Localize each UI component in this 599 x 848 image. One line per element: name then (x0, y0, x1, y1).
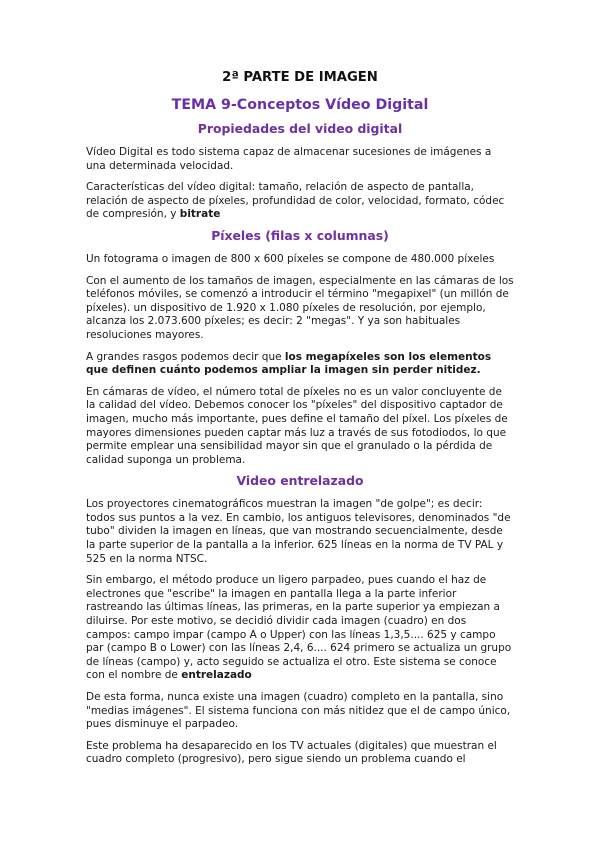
paragraph: Vídeo Digital es todo sistema capaz de almacenar sucesiones de imágenes a una determinada velocidad. (86, 146, 492, 172)
paragraph (86, 351, 514, 378)
document-content (86, 68, 514, 767)
part-title: 2ª PARTE DE IMAGEN (222, 70, 378, 85)
paragraph: Este problema ha desaparecido en los TV actuales (digitales) que muestran el cuadro completo (progresivo), pero sigue siendo un problema cuando el (86, 739, 497, 766)
paragraph: De esta forma, nunca existe una imagen (cuadro) completo en la pantalla, sino "medias imágenes". El sistema funciona con más nitidez que el de campo único, pues disminuye el parpadeo. (86, 691, 511, 731)
section-heading-properties: Propiedades del video digital (197, 121, 403, 136)
paragraph-text: Características del vídeo digital: tamaño, relación de aspecto de pantalla, relación de aspecto de píxeles, profundidad de color, velocidad, formato, códec de compresión, y (86, 181, 505, 221)
paragraph-text: Sin embargo, el método produce un ligero parpadeo, pues cuando el haz de electrones que "escribe" la imagen en pantalla llega a la parte inferior rastreando las últimas líneas, las primeras, en la parte superior ya empiezan a diluirse. Por este motivo, se decidió dividir cada imagen (cuadro) en dos campos: campo impar (campo A o Upper) con las líneas 1,3,5.... 625 y campo par (campo B o Lower) con las líneas 2,4, 6.... 624 primero se actualiza un grupo de líneas (campo) y, acto seguido se actualiza el otro. Este sistema se conoce con el nombre de (86, 574, 512, 682)
section-heading-pixels: Píxeles (filas x columnas) (211, 227, 389, 243)
bold-text: bitrate (179, 208, 221, 221)
paragraph-text: A grandes rasgos podemos decir que (86, 350, 285, 363)
bold-text: entrelazado (181, 669, 252, 682)
paragraph (86, 574, 514, 683)
paragraph: Un fotograma o imagen de 800 x 600 píxeles se compone de 480.000 píxeles (86, 252, 495, 265)
paragraph: Con el aumento de los tamaños de imagen, especialmente en las cámaras de los teléfonos móviles, se comenzó a introducir el término "megapixel" (un millón de píxeles). un dispositivo de 1.920 x 1.080 píxeles de resolución, por ejemplo, alcanza los 2.073.600 píxeles; es decir: 2 "megas". Y ya son habituales resoluciones mayores. (86, 274, 514, 341)
bold-text: los megapíxeles son los elementos que definen cuánto podemos ampliar la imagen sin perder nitidez. (86, 350, 492, 377)
paragraph: Los proyectores cinematográficos muestran la imagen "de golpe"; es decir: todos sus puntos a la vez. En cambio, los antiguos televisores, denominados "de tubo" dividen la imagen en líneas, que van mostrando secuencialmente, desde la parte superior de la pantalla a la inferior. 625 líneas en la norma de TV PAL y 525 en la norma NTSC. (86, 498, 511, 565)
tema-title: TEMA 9-Conceptos Vídeo Digital (171, 97, 429, 113)
section-heading-interlaced: Video entrelazado (236, 473, 364, 489)
paragraph: En cámaras de vídeo, el número total de píxeles no es un valor concluyente de la calidad del vídeo. Debemos conocer los "píxeles" del dispositivo captador de imagen, mucho más importante, pues define el tamaño del píxel. Los píxeles de mayores dimensiones pueden captar más luz a través de sus fotodiodos, lo que permite emplear una sensibilidad mayor sin que el granulado o la pérdida de calidad suponga un problema. (86, 385, 508, 466)
paragraph (86, 181, 514, 222)
